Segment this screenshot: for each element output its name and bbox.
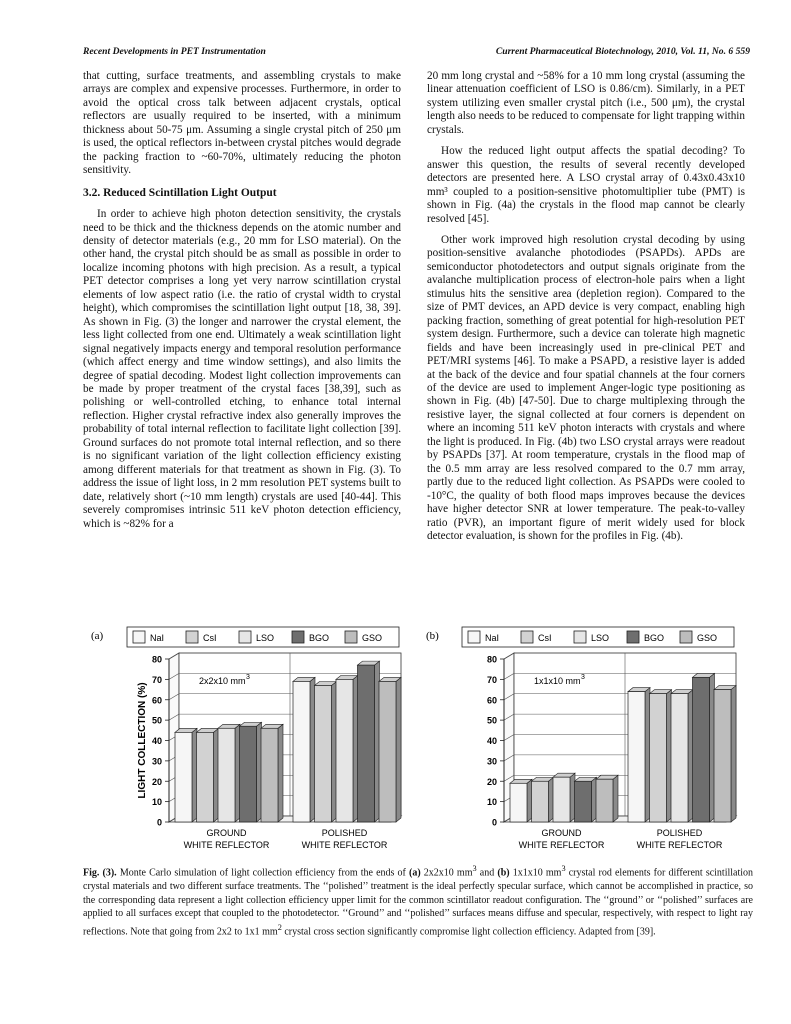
caption-label: Fig. (3). — [83, 867, 117, 879]
category-label: GROUND — [541, 828, 582, 838]
legend-swatch — [239, 631, 251, 643]
y-tick-label: 30 — [486, 756, 497, 767]
y-tick-label: 60 — [486, 695, 497, 706]
bar-side — [613, 775, 618, 822]
category-label: POLISHED — [321, 828, 368, 838]
y-tick-label: 70 — [486, 674, 497, 685]
bar — [553, 777, 570, 822]
y-tick-label: 70 — [151, 674, 162, 685]
legend-swatch — [186, 631, 198, 643]
caption-text: crystal rod elements for different scintillation crystal materials and two different surface treatments. The ‘‘polished’’ treatment is the ideal perfectly specular surface, which cannot be accomplished in practice, so the corresponding data represent a light collection efficiency upper limit for the common scintillator readout configuration. The ‘‘ground’’ or ‘‘polished’’ surfaces are applied to all surfaces except that coupled to the photodetector. ‘‘Ground’’ and ‘‘polished’’ surfaces means diffuse and specular, respectively, with respect to light ray reflections. Note that going from 2x2 to 1x1 mm — [83, 867, 754, 938]
y-tick-label: 80 — [486, 654, 497, 665]
legend-label: LSO — [591, 633, 610, 643]
category-sublabel: WHITE REFLECTOR — [518, 840, 605, 850]
chart-legend — [462, 627, 734, 647]
chart-legend — [127, 627, 399, 647]
bar — [575, 781, 592, 822]
legend-swatch — [521, 631, 533, 643]
y-tick-label: 10 — [151, 797, 162, 808]
bar — [336, 679, 353, 822]
caption-panel-b: (b) — [497, 867, 510, 879]
bar — [671, 694, 688, 822]
y-tick-label: 30 — [151, 756, 162, 767]
legend-label: NaI — [150, 633, 165, 643]
caption-sup: 2 — [277, 922, 282, 932]
legend-swatch — [292, 631, 304, 643]
bar — [293, 681, 310, 822]
bar — [261, 728, 278, 822]
y-tick-label: 80 — [151, 654, 162, 665]
y-tick-label: 40 — [151, 736, 162, 746]
figure-caption — [83, 862, 753, 939]
bar — [532, 781, 549, 822]
chart-annotation-sup: 3 — [246, 674, 250, 681]
y-tick-label: 50 — [486, 715, 497, 726]
legend-swatch — [680, 631, 692, 643]
category-label: POLISHED — [656, 828, 703, 838]
running-header-journal: Current Pharmaceutical Biotechnology, 2010, Vol. 11, No. 6 559 — [495, 46, 750, 57]
left-column — [83, 70, 401, 531]
bar — [197, 732, 214, 822]
bar — [510, 783, 527, 822]
paragraph: 20 mm long crystal and ~58% for a 10 mm long crystal (assuming the linear attenuation coefficient of LSO is 0.86/cm). Similarly, in a PET system utilizing even smaller crystal pitch (i.e., 500 μm), the crystal length also needs to be reduced to compensate for light trapping within crystals. — [427, 70, 745, 136]
legend-swatch — [574, 631, 586, 643]
bar — [315, 685, 332, 822]
chart-panel-a — [83, 623, 418, 858]
caption-sup: 3 — [472, 864, 477, 873]
caption-sup: 3 — [561, 864, 566, 873]
legend-label: GSO — [362, 633, 383, 643]
category-sublabel: WHITE REFLECTOR — [301, 840, 388, 850]
caption-dim-b: 1x1x10 mm — [509, 867, 562, 879]
category-sublabel: WHITE REFLECTOR — [636, 840, 723, 850]
bar — [693, 677, 710, 822]
bar — [628, 692, 645, 822]
caption-text: crystal cross section significantly compromise light collection efficiency. Adapted from [39]. — [281, 926, 656, 938]
y-tick-label: 20 — [151, 776, 162, 787]
section-heading: 3.2. Reduced Scintillation Light Output — [83, 186, 277, 199]
chart-annotation: 1x1x10 mm — [534, 676, 581, 686]
legend-label: CsI — [203, 633, 217, 643]
caption-text: Monte Carlo simulation of light collection efficiency from the ends of — [119, 867, 409, 879]
y-tick-label: 20 — [486, 776, 497, 787]
bar — [650, 694, 667, 822]
bar — [358, 665, 375, 822]
category-label: GROUND — [206, 828, 247, 838]
figure-3 — [83, 623, 753, 858]
legend-swatch — [133, 631, 145, 643]
bar-side — [278, 724, 283, 822]
legend-label: BGO — [644, 633, 665, 643]
legend-swatch — [627, 631, 639, 643]
y-tick-label: 0 — [156, 817, 162, 828]
running-header-title: Recent Developments in PET Instrumentation — [83, 46, 266, 57]
y-tick-label: 10 — [486, 797, 497, 808]
caption-dim-a: 2x2x10 mm — [420, 867, 473, 879]
paragraph: How the reduced light output affects the spatial decoding? To answer this question, the results of several recently developed detectors are presented here. A LSO crystal array of 0.43x0.43x10 mm³ coupled to a position-sensitive photomultiplier tube (PMT) is shown in Fig. (4a) the crystals in the flood map cannot be clearly resolved [45]. — [427, 145, 745, 225]
category-sublabel: WHITE REFLECTOR — [183, 840, 270, 850]
caption-text: and — [476, 867, 498, 879]
caption-panel-a: (a) — [409, 867, 421, 879]
bar — [218, 728, 235, 822]
chart-panel-b — [418, 623, 753, 858]
legend-label: BGO — [309, 633, 330, 643]
bar-side — [396, 677, 401, 822]
bar — [240, 726, 257, 822]
paragraph: In order to achieve high photon detection sensitivity, the crystals need to be thick and the thickness depends on the atomic number and density of detector materials (e.g., 20 mm for LSO material). On the other hand, the crystal pitch should be as small as possible in order to localize incoming photons with high precision. As a result, a typical PET detector comprises a long yet very narrow scintillation crystal elements of low aspect ratio (i.e. the ratio of crystal width to crystal height), which compromises the scintillation light output [18, 38, 39]. As shown in Fig. (3) the longer and narrower the crystal element, the less light collected from one end. Ultimately a weak scintillation light signal negatively impacts energy and temporal resolution performance (which affect energy and time window settings), and also limits the degree of spatial decoding. Modest light collection improvements can be made by proper treatment of the crystal faces [38,39], such as polishing or well-controlled etching, to enhance total internal reflection. Higher crystal refractive index also generally improves the probability of total internal reflection to facilitate light collection [39]. Ground surfaces do not promote total internal reflection, and so there is no significant variation of the light collection efficiency existing among different materials for that treatment as shown in Fig. (3). To address the issue of light loss, in 2 mm resolution PET systems built to date, relatively short (~10 mm length) crystals are used [40-44]. This severely compromises intrinsic 511 keV photon detection efficiency, which is ~82% for a — [83, 208, 401, 530]
legend-swatch — [345, 631, 357, 643]
legend-swatch — [468, 631, 480, 643]
right-column — [427, 70, 745, 543]
bar — [714, 690, 731, 822]
y-axis-label: LIGHT COLLECTION (%) — [137, 682, 148, 799]
bar-side — [731, 686, 736, 822]
y-tick-label: 40 — [486, 736, 497, 746]
bar — [175, 732, 192, 822]
bar — [596, 779, 613, 822]
y-tick-label: 0 — [491, 817, 497, 828]
bar — [379, 681, 396, 822]
panel-label: (a) — [91, 630, 104, 642]
panel-label: (b) — [426, 630, 439, 642]
chart-annotation-sup: 3 — [581, 674, 585, 681]
paragraph: that cutting, surface treatments, and assembling crystals to make arrays are complex and expensive processes. Furthermore, in order to avoid the optical cross talk between adjacent crystals, optical reflectors are usually required to be inserted, with a minimum thickness about 50-75 μm. Assuming a single crystal pitch of 250 μm is used, the optical reflectors in-between crystal pitches would degrade the packing fraction to ~60-70%, ultimately reducing the photon sensitivity. — [83, 70, 401, 177]
legend-label: LSO — [256, 633, 275, 643]
y-tick-label: 50 — [151, 715, 162, 726]
legend-label: CsI — [538, 633, 552, 643]
legend-label: NaI — [485, 633, 500, 643]
chart-annotation: 2x2x10 mm — [199, 676, 246, 686]
y-tick-label: 60 — [151, 695, 162, 706]
paragraph: Other work improved high resolution crystal decoding by using position-sensitive avalanche photodiodes (PSAPDs). APDs are semiconductor photodetectors and output signals originate from the avalanche multiplication process of electron-hole pairs when a light stimulus hits the sensitive area (depletion region). Compared to the size of PMT devices, an APD device is very compact, enabling high packing fraction, something of great potential for high-resolution PET system design. Furthermore, such a device can tolerate high magnetic fields and have been increasingly used in pre-clinical PET and PET/MRI systems [46]. To make a PSAPD, a resistive layer is added at the back of the device and four spatial channels at the four corners of the device are used to implement Anger-logic type positioning as shown in Fig. (4b) [47-50]. Due to charge multiplexing through the resistive layer, the signal collected at four corners is dependent on where an incoming 511 keV photon interacts with crystals and where the light is produced. In Fig. (4b) two LSO crystal arrays were readout by PSAPDs [37]. At room temperature, crystals in the flood map of the 0.5 mm array are less resolved compared to the 0.7 mm array, partly due to the reduced light collection. As PSAPDs were cooled to -10°C, the quality of both flood maps improves because the devices have higher detector SNR at lower temperature. The peak-to-valley ratio (PVR), an important figure of merit widely used for block detector evaluation, is shown for the profiles in Fig. (4b). — [427, 233, 745, 542]
legend-label: GSO — [697, 633, 718, 643]
